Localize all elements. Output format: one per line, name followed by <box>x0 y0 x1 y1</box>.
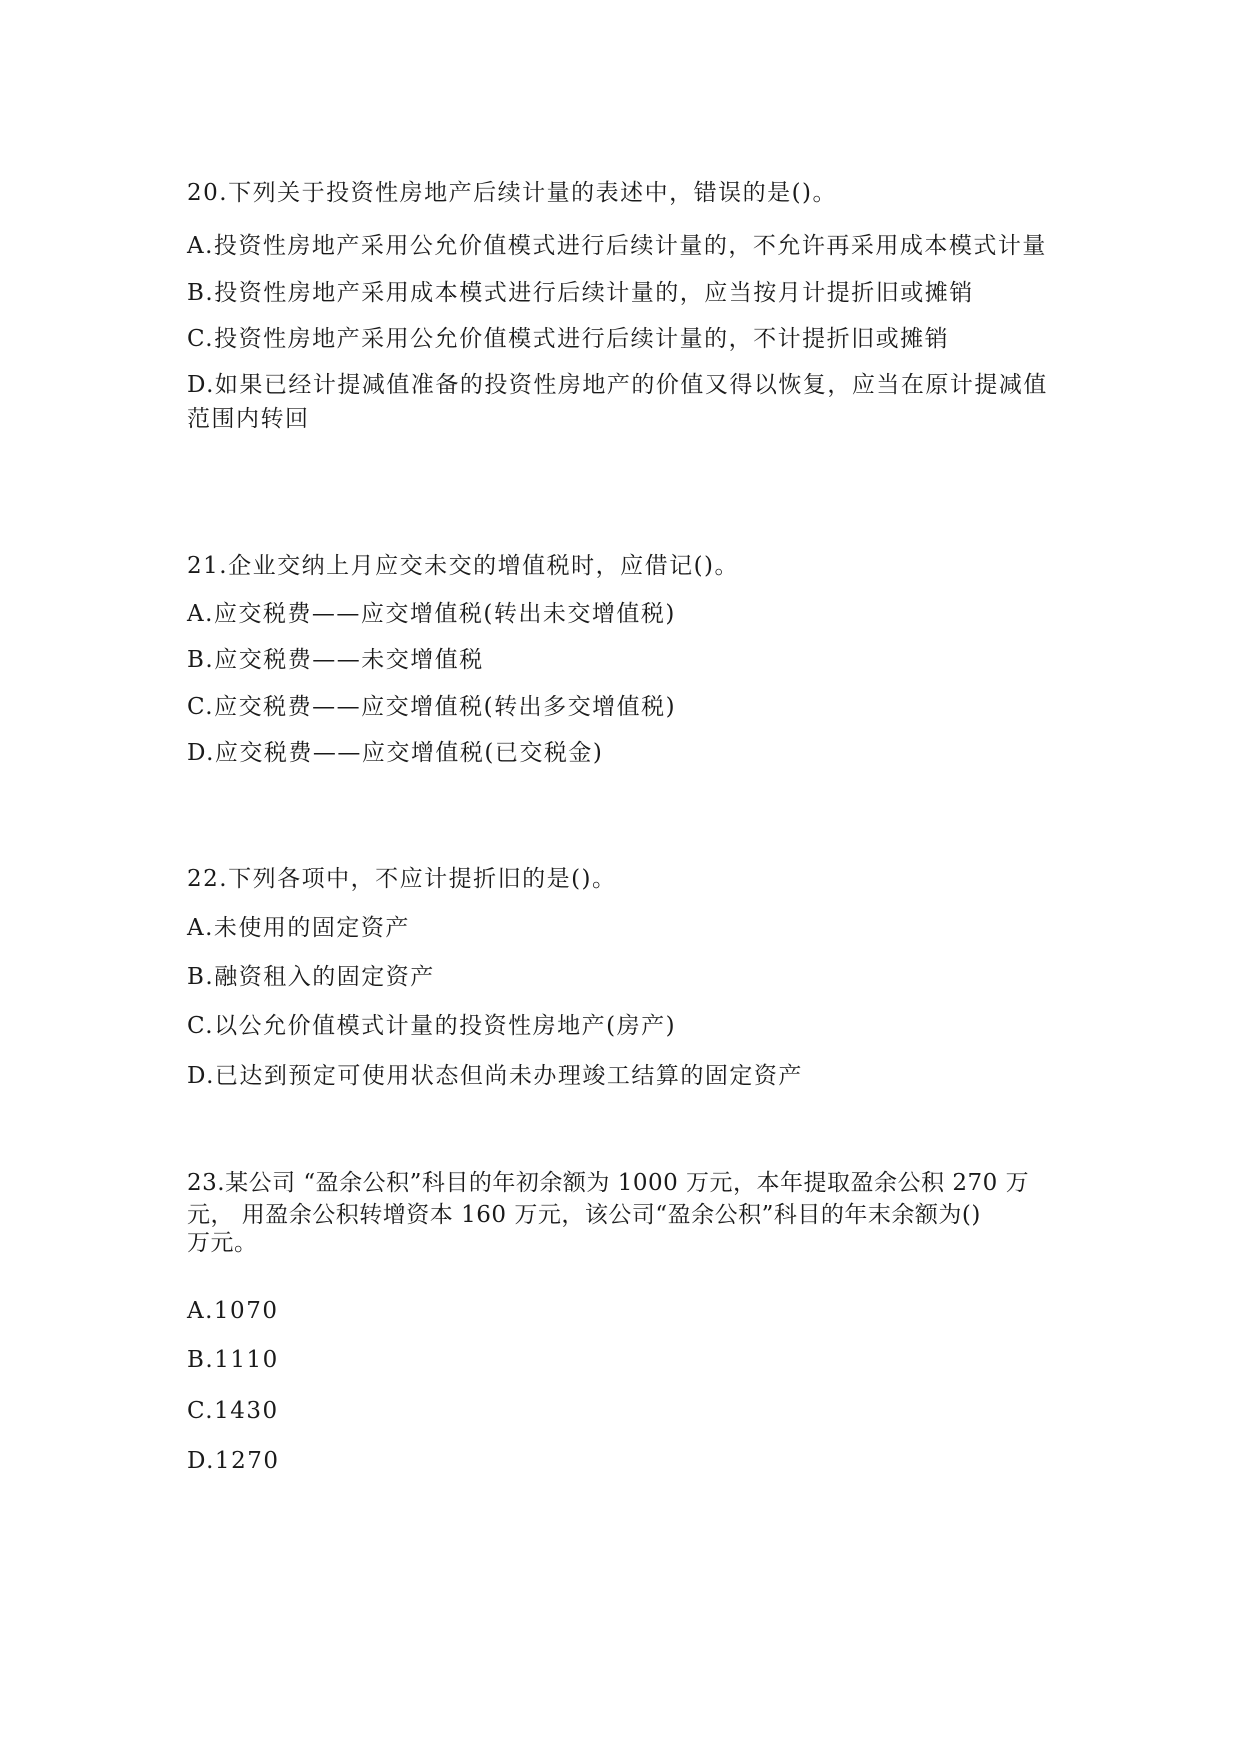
question-20-stem: 20.下列关于投资性房地产后续计量的表述中，错误的是()。 <box>187 180 838 206</box>
question-23-option-b: B.1110 <box>187 1347 279 1373</box>
question-23-option-d: D.1270 <box>187 1448 280 1474</box>
question-22-option-a: A.未使用的固定资产 <box>187 915 410 941</box>
question-23-option-c: C.1430 <box>187 1398 279 1424</box>
question-21-option-d: D.应交税费——应交增值税(已交税金) <box>187 740 604 766</box>
question-21-stem: 21.企业交纳上月应交未交的增值税时，应借记()。 <box>187 553 740 579</box>
question-20-option-d: D.如果已经计提减值准备的投资性房地产的价值又得以恢复，应当在原计提减值 <box>187 372 1048 398</box>
question-22-stem: 22.下列各项中，不应计提折旧的是()。 <box>187 866 617 892</box>
question-22-option-c: C.以公允价值模式计量的投资性房地产(房产) <box>187 1013 677 1039</box>
question-23-option-a: A.1070 <box>187 1298 279 1324</box>
question-23-stem-line-2: 元， 用盈余公积转增资本 160 万元，该公司“盈余公积”科目的年末余额为() <box>187 1202 981 1228</box>
question-22-option-d: D.已达到预定可使用状态但尚未办理竣工结算的固定资产 <box>187 1063 803 1089</box>
question-23-stem-line-3: 万元。 <box>187 1230 258 1256</box>
question-20-option-d-continued: 范围内转回 <box>187 406 310 432</box>
question-20-option-a: A.投资性房地产采用公允价值模式进行后续计量的，不允许再采用成本模式计量 <box>187 233 1047 259</box>
question-20-option-b: B.投资性房地产采用成本模式进行后续计量的，应当按月计提折旧或摊销 <box>187 280 974 306</box>
question-21-option-b: B.应交税费——未交增值税 <box>187 647 484 673</box>
question-21-option-a: A.应交税费——应交增值税(转出未交增值税) <box>187 601 676 627</box>
question-20-option-c: C.投资性房地产采用公允价值模式进行后续计量的，不计提折旧或摊销 <box>187 326 950 352</box>
question-22-option-b: B.融资租入的固定资产 <box>187 964 435 990</box>
question-23-stem-line-1: 23.某公司 “盈余公积”科目的年初余额为 1000 万元，本年提取盈余公积 270 万 <box>187 1170 1030 1196</box>
question-21-option-c: C.应交税费——应交增值税(转出多交增值税) <box>187 694 677 720</box>
